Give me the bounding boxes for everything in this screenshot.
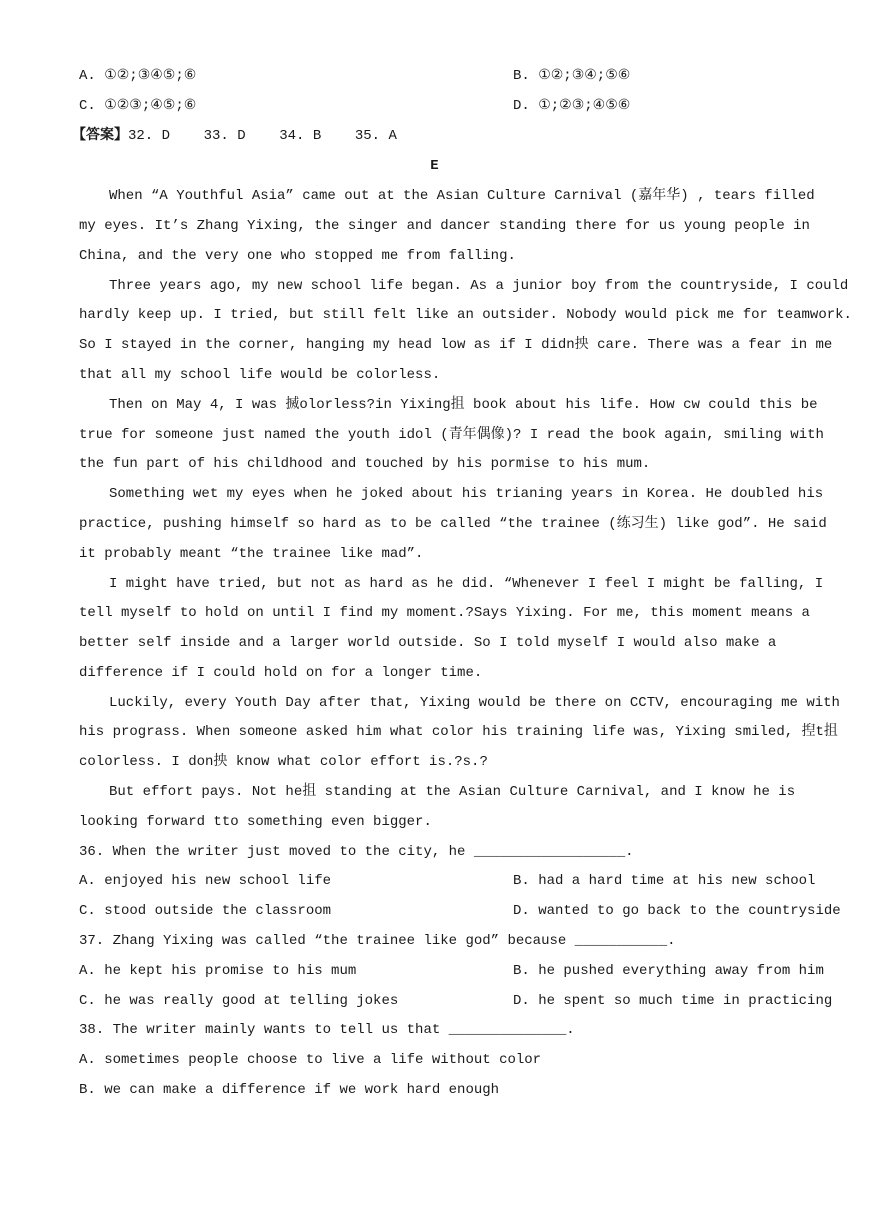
passage-line: his prograss. When someone asked him what color his training life was, Yixing smiled, 揑t抯 [79,724,838,740]
option-b: B. he pushed everything away from him [513,963,824,979]
question-stem: 38. The writer mainly wants to tell us that ______________. [79,1022,575,1038]
option-b: B. we can make a difference if we work hard enough [79,1082,500,1098]
option-row [79,66,789,86]
option-row [79,871,816,891]
passage-line: Something wet my eyes when he joked about his trianing years in Korea. He doubled his [109,486,824,502]
passage-line: But effort pays. Not he抯 standing at the Asian Culture Carnival, and I know he is [109,784,796,800]
passage-line: Three years ago, my new school life began. As a junior boy from the countryside, I could [109,278,849,294]
passage-line: my eyes. It’s Zhang Yixing, the singer and dancer standing there for us young people in [79,218,810,234]
option-a: A. enjoyed his new school life [79,873,332,889]
option-c: C. he was really good at telling jokes [79,993,399,1009]
passage-line: I might have tried, but not as hard as he did. “Whenever I feel I might be falling, I [109,576,824,592]
passage-line: difference if I could hold on for a longer time. [79,665,483,681]
passage-line: When “A Youthful Asia” came out at the Asian Culture Carnival (嘉年华) , tears filled [109,188,815,204]
option-row [79,991,833,1011]
question-stem: 36. When the writer just moved to the city, he __________________. [79,844,634,860]
option-row [79,901,841,921]
question-stem: 37. Zhang Yixing was called “the trainee like god” because ___________. [79,933,676,949]
passage-line: that all my school life would be colorless. [79,367,441,383]
option-d: D. ①;②③;④⑤⑥ [513,98,631,114]
answer-line [72,126,789,146]
option-a: A. he kept his promise to his mum [79,963,357,979]
option-c: C. stood outside the classroom [79,903,332,919]
passage-line: China, and the very one who stopped me from falling. [79,248,516,264]
option-a: A. sometimes people choose to live a life without color [79,1052,542,1068]
passage-line: colorless. I don抰 know what color effort is.?s.? [79,754,488,770]
passage-line: it probably meant “the trainee like mad”. [79,546,424,562]
passage-line: the fun part of his childhood and touched by his pormise to his mum. [79,456,651,472]
option-b: B. had a hard time at his new school [513,873,816,889]
option-d: D. he spent so much time in practicing [513,993,833,1009]
passage-line: So I stayed in the corner, hanging my head low as if I didn抰 care. There was a fear in me [79,337,833,353]
answer-text: 32. D 33. D 34. B 35. A [128,128,397,144]
passage-line: tell myself to hold on until I find my moment.?Says Yixing. For me, this moment means a [79,605,810,621]
passage-line: Then on May 4, I was 搣olorless?in Yixing抯 book about his life. How cw could this be [109,397,818,413]
option-c: C. ①②③;④⑤;⑥ [79,98,197,114]
passage-line: practice, pushing himself so hard as to be called “the trainee (练习生) like god”. He said [79,516,827,532]
passage-line: Luckily, every Youth Day after that, Yixing would be there on CCTV, encouraging me with [109,695,840,711]
passage-line: hardly keep up. I tried, but still felt like an outsider. Nobody would pick me for teamwork. [79,307,852,323]
option-a: A. ①②;③④⑤;⑥ [79,68,197,84]
option-row [79,96,789,116]
passage-line: better self inside and a larger world outside. So I told myself I would also make a [79,635,777,651]
passage-line: looking forward tto something even bigger. [79,814,432,830]
option-d: D. wanted to go back to the countryside [513,903,841,919]
passage-line: true for someone just named the youth idol (青年偶像)? I read the book again, smiling with [79,427,824,443]
option-b: B. ①②;③④;⑤⑥ [513,68,631,84]
answer-label: 【答案】 [72,128,128,144]
section-title: E [430,158,439,174]
option-row [79,961,824,981]
